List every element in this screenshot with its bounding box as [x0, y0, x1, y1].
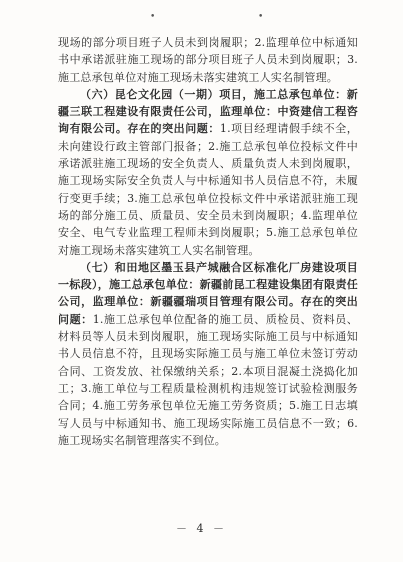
- issues-label: 存在的突出问题：: [127, 122, 220, 136]
- document-body: [58, 34, 358, 449]
- project-heading: （六）昆仑文化园（一期）项目，施工总承包单位：新疆三联工程建设有限责任公司，监理单位：中资建信工程咨询有限公司。: [58, 87, 358, 136]
- scan-mark: •: [150, 12, 156, 22]
- issues-label: 存在的突出问题：: [58, 295, 359, 326]
- paragraph-text: 现场的部分项目班子人员未到岗履职；2.监理单位中标通知书中承诺派驻施工现场的部分项目班子人员未到岗履职；3.施工总承包单位对施工现场未落实建筑工人实名制管理。: [58, 36, 358, 84]
- issues-text: 1.项目经理请假手续不全，未向建设行政主管部门报备；2.施工总承包单位投标文件中承诺派驻施工现场的安全负责人、质量负责人未到岗履职，施工现场实际安全负责人与中标通知书人员信息不符，未履行变更手续；3.施工总承包单位投标文件中承诺派驻施工现场的部分施工员、质量员、安全员未到岗履职；4.监理单位安全、电气专业监理工程师未到岗履职；5.施工总承包单位对施工现场未落实建筑工人实名制管理。: [58, 122, 358, 257]
- project-heading: （七）和田地区墨玉县产城融合区标准化厂房建设项目一标段），施工总承包单位：新疆前昆工程建设集团有限责任公司，监理单位：新疆疆瑞项目管理有限公司。: [58, 260, 358, 309]
- paragraph-project-7: [58, 259, 358, 449]
- paragraph-continued: [58, 34, 358, 86]
- page-number: － 4 －: [176, 522, 227, 535]
- issues-text: 1.施工总承包单位配备的施工员、质检员、资料员、材料员等人员未到岗履职，施工现场实际施工员与中标通知书人员信息不符，且现场实际施工员与施工单位未签订劳动合同、工资发放、社保缴纳关系；2.本项目混凝土浇捣化加工；3.施工单位与工程质量检测机构违规签订试验检测服务合同；4.施工劳务承包单位无施工劳务资质；5.施工日志填写人员与中标通知书、施工现场实际施工员信息不一致；6.施工现场实名制管理落实不到位。: [58, 312, 358, 447]
- scan-mark: •: [258, 12, 264, 22]
- paragraph-project-6: [58, 86, 358, 259]
